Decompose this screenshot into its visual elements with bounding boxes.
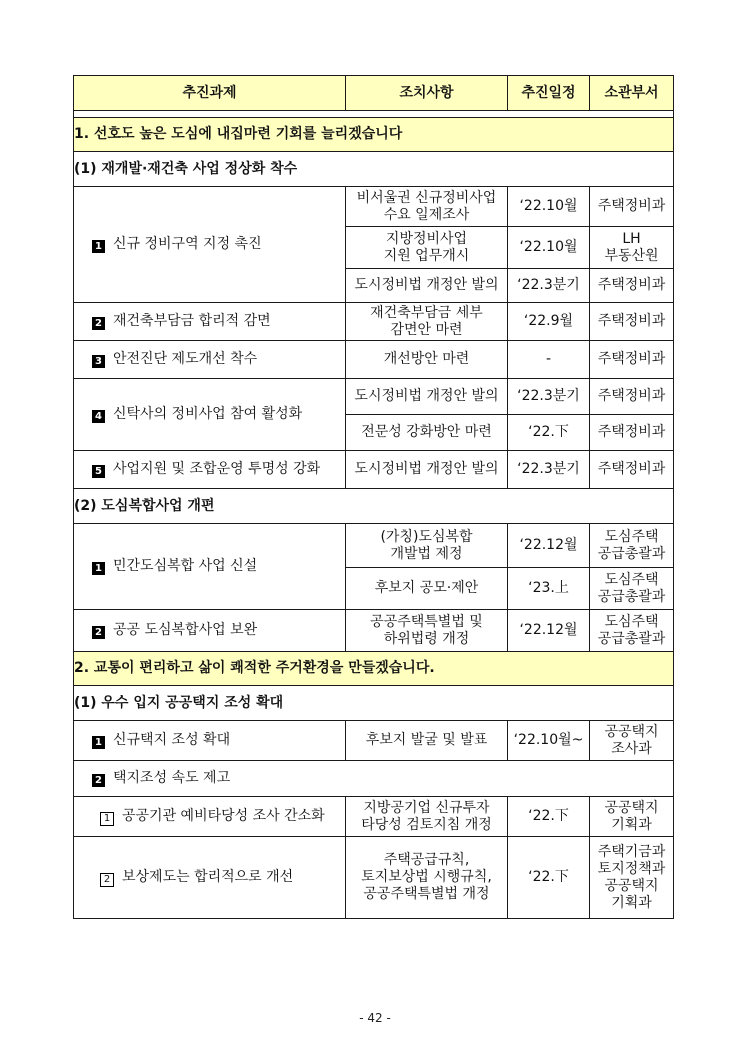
action-cell xyxy=(346,721,508,761)
schedule-cell: ‘22.10월 xyxy=(508,227,590,269)
page-number: - 42 - xyxy=(359,1011,391,1025)
action-cell xyxy=(346,269,508,303)
task-row xyxy=(74,187,674,227)
subsection-row xyxy=(74,489,674,524)
action-cell-line: 하위법령 개정 xyxy=(383,630,470,647)
action-cell-line: 토지보상법 시행규칙, xyxy=(361,869,492,885)
header-gap xyxy=(74,111,674,118)
task-label: 사업지원 및 조합운영 투명성 강화 xyxy=(113,461,321,477)
schedule-cell: ‘22.10월 xyxy=(508,187,590,227)
dept-cell-line: 토지정책과 xyxy=(597,860,666,877)
dept-cell-line: 공공택지 xyxy=(604,877,659,894)
action-cell-line: 비서울권 신규정비사업 xyxy=(356,189,497,206)
dept-cell-line: 공급총괄과 xyxy=(597,630,666,647)
task-label: 신규택지 조성 확대 xyxy=(113,732,231,748)
action-cell-line: 지원 업무개시 xyxy=(383,247,470,264)
subsection-title: (2) 도심복합사업 개편 xyxy=(74,489,674,524)
action-cell-line: 도시정비법 개정안 발의 xyxy=(354,277,499,293)
task-number-badge: 2 xyxy=(92,317,105,330)
dept-cell-line: 도심주택 xyxy=(604,528,659,545)
dept-cell-line: 기획과 xyxy=(611,894,652,911)
subsection-row xyxy=(74,686,674,721)
subsection-row xyxy=(74,152,674,187)
schedule-cell: ‘22.12월 xyxy=(508,524,590,568)
action-cell-line: 공공주택특별법 및 xyxy=(370,613,483,630)
dept-cell-line: 공공택지 xyxy=(604,799,659,816)
schedule-cell: - xyxy=(508,341,590,379)
section-row xyxy=(74,652,674,686)
schedule-cell: ‘22.下 xyxy=(508,837,590,919)
task-cell xyxy=(74,341,346,379)
dept-cell-line: 주택정비과 xyxy=(597,461,666,477)
task-row xyxy=(74,610,674,652)
schedule-cell: ‘22.9월 xyxy=(508,303,590,341)
dept-cell-line: 기획과 xyxy=(611,816,652,833)
task-cell xyxy=(74,524,346,610)
section-row xyxy=(74,118,674,152)
action-cell xyxy=(346,797,508,837)
task-number-badge: 3 xyxy=(92,355,105,368)
action-cell-line: 지방정비사업 xyxy=(385,230,468,247)
plan-table xyxy=(73,75,674,919)
action-cell xyxy=(346,303,508,341)
schedule-cell: ‘22.下 xyxy=(508,797,590,837)
task-subnumber-box: 1 xyxy=(100,812,114,826)
task-label: 신탁사의 정비사업 참여 활성화 xyxy=(113,406,303,422)
plan-table-body xyxy=(74,76,674,919)
task-label: 보상제도는 합리적으로 개선 xyxy=(122,868,294,885)
action-cell-line: 도시정비법 개정안 발의 xyxy=(354,388,499,404)
action-cell xyxy=(346,227,508,269)
task-cell xyxy=(74,303,346,341)
dept-cell xyxy=(590,721,674,761)
action-cell xyxy=(346,610,508,652)
schedule-cell: ‘22.下 xyxy=(508,415,590,451)
header-schedule: 추진일정 xyxy=(508,76,590,111)
task-cell xyxy=(74,451,346,489)
task-number-badge: 1 xyxy=(92,562,105,575)
action-cell xyxy=(346,187,508,227)
task-cell xyxy=(74,610,346,652)
schedule-cell: ‘23.上 xyxy=(508,568,590,610)
task-row xyxy=(74,797,674,837)
action-cell-line: 지방공기업 신규투자 xyxy=(363,799,490,816)
dept-cell xyxy=(590,269,674,303)
action-cell-line: (가칭)도심복합 xyxy=(380,528,473,545)
task-label: 공공 도심복합사업 보완 xyxy=(113,622,258,638)
task-cell xyxy=(74,761,674,797)
dept-cell xyxy=(590,303,674,341)
task-row xyxy=(74,303,674,341)
dept-cell xyxy=(590,524,674,568)
task-label: 공공기관 예비타당성 조사 간소화 xyxy=(122,807,325,824)
dept-cell-line: 주택정비과 xyxy=(597,277,666,293)
action-cell-line: 후보지 발굴 및 발표 xyxy=(365,732,488,748)
dept-cell-line: 주택기금과 xyxy=(597,843,666,860)
task-label: 민간도심복합 사업 신설 xyxy=(113,558,258,574)
action-cell-line: 전문성 강화방안 마련 xyxy=(361,424,492,440)
dept-cell xyxy=(590,837,674,919)
action-cell xyxy=(346,379,508,415)
dept-cell xyxy=(590,568,674,610)
action-cell xyxy=(346,451,508,489)
action-cell xyxy=(346,837,508,919)
section-title: 2. 교통이 편리하고 삶이 쾌적한 주거환경을 만들겠습니다. xyxy=(74,652,674,686)
task-row xyxy=(74,837,674,919)
task-number-badge: 2 xyxy=(92,774,105,787)
task-cell xyxy=(74,797,346,837)
dept-cell-line: 주택정비과 xyxy=(597,388,666,404)
dept-cell-line: 주택정비과 xyxy=(597,424,666,440)
header-dept: 소관부서 xyxy=(590,76,674,111)
dept-cell-line: 공공택지 xyxy=(604,723,659,740)
schedule-cell: ‘22.3분기 xyxy=(508,451,590,489)
action-cell xyxy=(346,415,508,451)
header-task: 추진과제 xyxy=(74,76,346,111)
dept-cell xyxy=(590,415,674,451)
schedule-cell: ‘22.10월~ xyxy=(508,721,590,761)
task-cell xyxy=(74,187,346,303)
task-label: 신규 정비구역 지정 촉진 xyxy=(113,236,262,252)
dept-cell xyxy=(590,227,674,269)
task-number-badge: 1 xyxy=(92,240,105,253)
schedule-cell: ‘22.3분기 xyxy=(508,379,590,415)
dept-cell xyxy=(590,187,674,227)
action-cell xyxy=(346,568,508,610)
action-cell-line: 수요 일제조사 xyxy=(383,206,470,223)
dept-cell-line: 주택정비과 xyxy=(597,351,666,367)
task-row xyxy=(74,524,674,568)
task-number-badge: 1 xyxy=(92,736,105,749)
task-number-badge: 2 xyxy=(92,626,105,639)
section-title: 1. 선호도 높은 도심에 내집마련 기회를 늘리겠습니다 xyxy=(74,118,674,152)
schedule-cell: ‘22.12월 xyxy=(508,610,590,652)
task-row xyxy=(74,379,674,415)
subsection-title: (1) 우수 입지 공공택지 조성 확대 xyxy=(74,686,674,721)
action-cell-line: 도시정비법 개정안 발의 xyxy=(354,461,499,477)
action-cell-line: 개선방안 마련 xyxy=(383,351,470,367)
dept-cell-line: 주택정비과 xyxy=(597,313,666,329)
dept-cell-line: LH xyxy=(622,230,641,247)
table-header-row xyxy=(74,76,674,111)
action-cell-line: 주택공급규칙, xyxy=(383,852,470,868)
dept-cell xyxy=(590,451,674,489)
dept-cell xyxy=(590,341,674,379)
header-action: 조치사항 xyxy=(346,76,508,111)
action-cell-line: 타당성 검토지침 개정 xyxy=(361,816,492,833)
dept-cell-line: 주택정비과 xyxy=(597,198,666,214)
task-row xyxy=(74,761,674,797)
task-label: 택지조성 속도 제고 xyxy=(113,770,231,786)
task-row xyxy=(74,341,674,379)
task-cell xyxy=(74,721,346,761)
dept-cell xyxy=(590,379,674,415)
dept-cell-line: 공급총괄과 xyxy=(597,588,666,605)
action-cell xyxy=(346,341,508,379)
task-label: 안전진단 제도개선 착수 xyxy=(113,351,258,367)
action-cell-line: 재건축부담금 세부 xyxy=(370,304,483,321)
task-row xyxy=(74,451,674,489)
dept-cell-line: 공급총괄과 xyxy=(597,545,666,562)
dept-cell xyxy=(590,797,674,837)
schedule-cell: ‘22.3분기 xyxy=(508,269,590,303)
dept-cell-line: 도심주택 xyxy=(604,571,659,588)
task-number-badge: 5 xyxy=(92,465,105,478)
dept-cell-line: 조사과 xyxy=(611,740,652,757)
task-subnumber-box: 2 xyxy=(100,873,114,887)
subsection-title: (1) 재개발·재건축 사업 정상화 착수 xyxy=(74,152,674,187)
action-cell-line: 후보지 공모·제안 xyxy=(374,580,479,596)
dept-cell-line: 부동산원 xyxy=(604,247,659,264)
task-label: 재건축부담금 합리적 감면 xyxy=(113,313,271,329)
task-row xyxy=(74,721,674,761)
action-cell-line: 감면안 마련 xyxy=(390,321,463,338)
action-cell xyxy=(346,524,508,568)
action-cell-line: 공공주택특별법 개정 xyxy=(363,886,490,902)
dept-cell-line: 도심주택 xyxy=(604,613,659,630)
task-number-badge: 4 xyxy=(92,410,105,423)
dept-cell xyxy=(590,610,674,652)
action-cell-line: 개발법 제정 xyxy=(390,545,463,562)
task-cell xyxy=(74,837,346,919)
task-cell xyxy=(74,379,346,451)
